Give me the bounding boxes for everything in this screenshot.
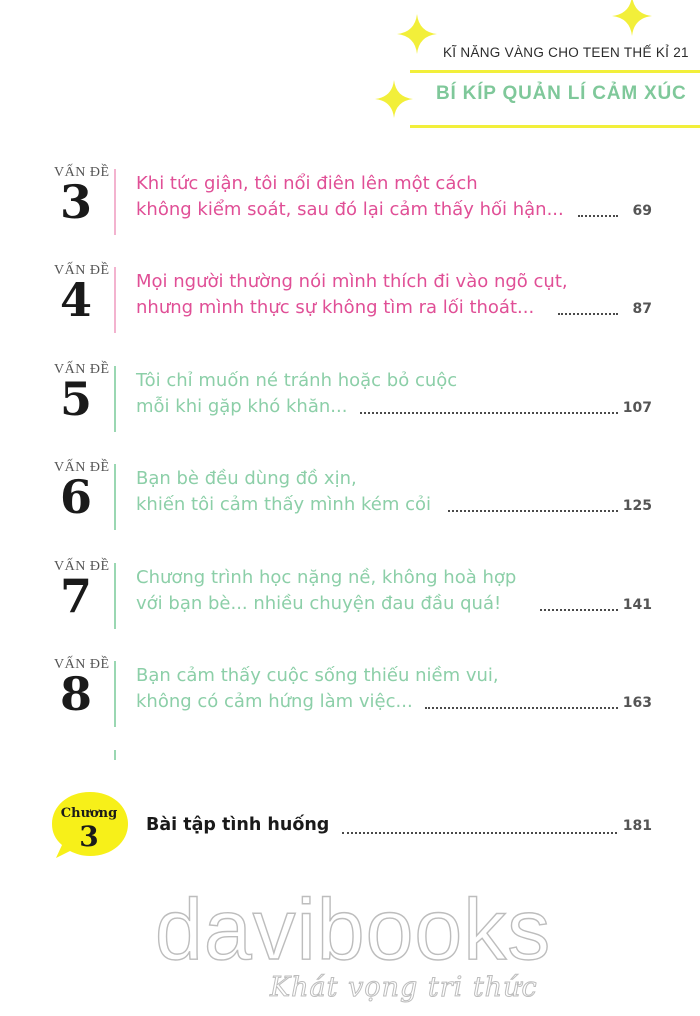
entry-divider [114,464,116,530]
header-rule [410,70,700,73]
dot-leader [342,832,617,834]
problem-label: VẤN ĐỀ [54,460,110,475]
entry-title-line2: nhưng mình thực sự không tìm ra lối thoát... [136,297,535,318]
entry-divider [114,563,116,629]
page-number: 163 [622,695,652,711]
entry-title-line2: với bạn bè... nhiều chuyện đau đầu quá! [136,593,502,614]
page-number: 125 [622,498,652,514]
dot-leader [540,609,618,611]
dot-leader [558,313,618,315]
chapter-title: Bài tập tình huống [146,815,330,835]
entry-divider [114,661,116,727]
entry-divider [114,267,116,333]
entry-divider [114,366,116,432]
series-title: KĨ NĂNG VÀNG CHO TEEN THẾ KỈ 21 [443,45,689,60]
problem-number: 3 [60,175,93,229]
problem-number: 4 [60,273,93,327]
sparkle-icon [612,0,652,36]
dot-leader [578,215,618,217]
toc-entry[interactable] [0,263,700,353]
entry-title-line2: mỗi khi gặp khó khăn... [136,396,348,417]
entry-title-line2: không kiểm soát, sau đó lại cảm thấy hối hận... [136,199,564,220]
watermark-brand: davibooks [155,882,552,978]
toc-entry[interactable] [0,362,700,452]
toc-entry[interactable] [0,460,700,550]
entry-title-line2: không có cảm hứng làm việc... [136,691,413,712]
sparkle-icon [397,14,437,54]
problem-label: VẤN ĐỀ [54,165,110,180]
page-number: 181 [622,818,652,834]
page-number: 141 [622,597,652,613]
entry-title-line1: Tôi chỉ muốn né tránh hoặc bỏ cuộc [136,370,458,391]
header-rule [410,125,700,128]
chapter-number: 3 [79,820,99,853]
problem-number: 6 [60,470,93,524]
problem-number: 7 [60,569,93,623]
problem-label: VẤN ĐỀ [54,657,110,672]
problem-number: 5 [60,372,93,426]
entry-title-line1: Khi tức giận, tôi nổi điên lên một cách [136,173,478,194]
dot-leader [360,412,618,414]
book-title: BÍ KÍP QUẢN LÍ CẢM XÚC [436,83,687,104]
section-divider [114,750,116,760]
dot-leader [448,510,618,512]
page-number: 107 [622,400,652,416]
toc-entry[interactable] [0,165,700,255]
problem-label: VẤN ĐỀ [54,362,110,377]
dot-leader [425,707,618,709]
chapter-word: Chương [60,806,118,821]
entry-divider [114,169,116,235]
toc-entry[interactable] [0,559,700,649]
entry-title-line1: Bạn bè đều dùng đồ xịn, [136,468,357,489]
toc-entry[interactable] [0,657,700,747]
entry-title-line1: Bạn cảm thấy cuộc sống thiếu niềm vui, [136,665,499,686]
page-number: 69 [632,203,652,219]
page-number: 87 [632,301,652,317]
entry-title-line1: Mọi người thường nói mình thích đi vào ngõ cụt, [136,271,568,292]
watermark-slogan: Khát vọng tri thức [270,972,538,1003]
entry-title-line1: Chương trình học nặng nề, không hoà hợp [136,567,517,588]
problem-label: VẤN ĐỀ [54,263,110,278]
entry-title-line2: khiến tôi cảm thấy mình kém cỏi [136,494,431,515]
problem-label: VẤN ĐỀ [54,559,110,574]
sparkle-icon [375,80,413,118]
problem-number: 8 [60,667,93,721]
